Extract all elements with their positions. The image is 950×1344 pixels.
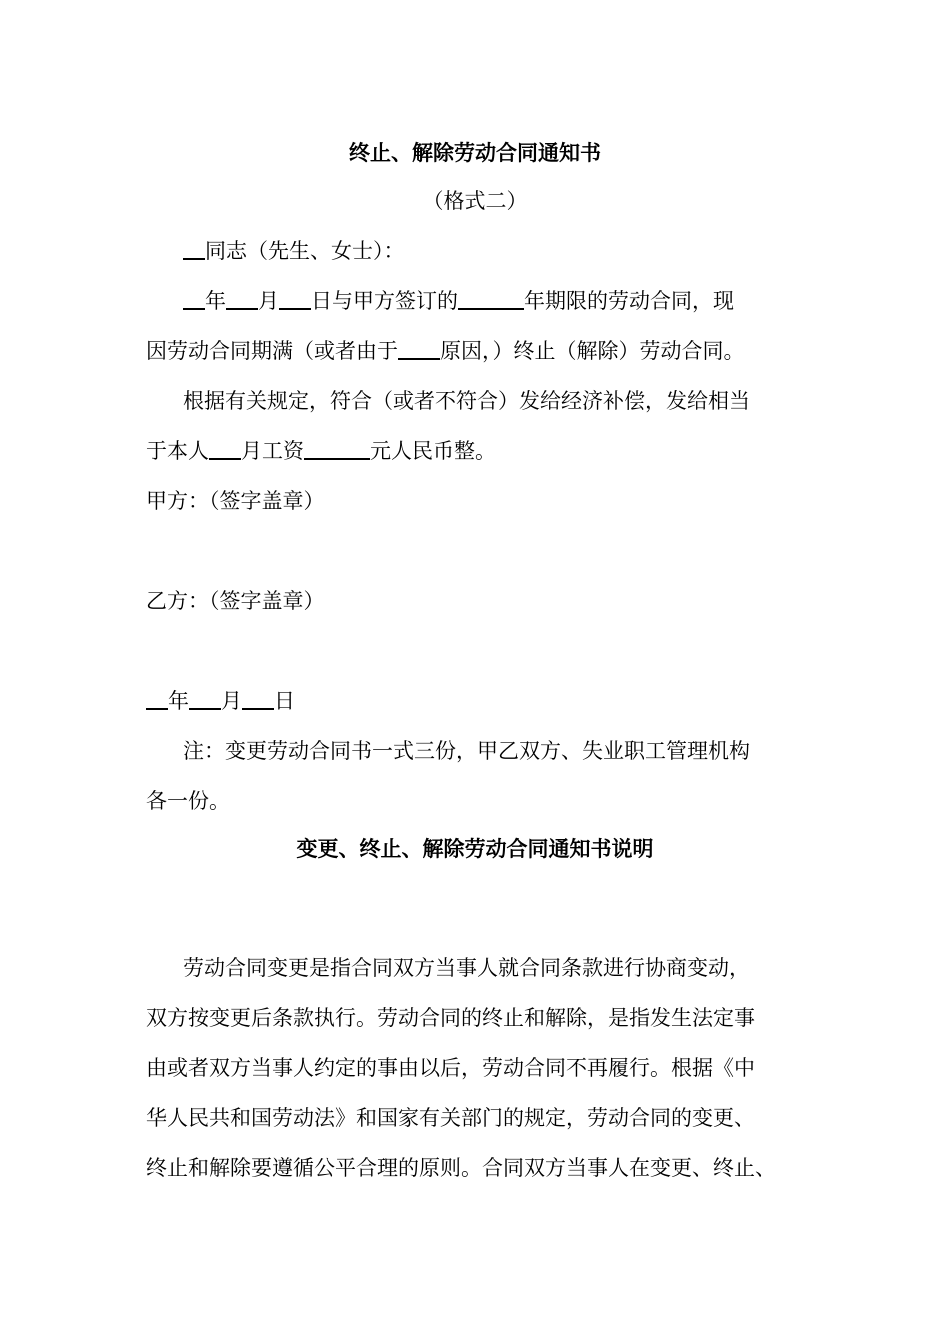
compensation-prefix: 于本人 [146, 439, 209, 463]
format-label: （格式二） [422, 189, 528, 213]
paragraph2-line1: 根据有关规定，符合（或者不符合）发给经济补偿，发给相当 [183, 389, 750, 413]
term-text: 年期限的劳动合同，现 [524, 289, 734, 313]
date-month-label: 月 [221, 689, 242, 713]
term-blank [458, 286, 524, 310]
reason-suffix: 原因，）终止（解除）劳动合同。 [440, 339, 745, 363]
months-blank [209, 436, 241, 460]
month-blank [226, 286, 258, 310]
year-blank [183, 286, 205, 310]
note-line1: 注：变更劳动合同书一式三份，甲乙双方、失业职工管理机构 [183, 739, 750, 763]
month-label: 月 [258, 289, 279, 313]
explanation-line: 劳动合同变更是指合同双方当事人就合同条款进行协商变动， [183, 956, 750, 980]
party-a-signature: 甲方：（签字盖章） [146, 489, 325, 513]
amount-suffix: 元人民币整。 [370, 439, 496, 463]
note-line2: 各一份。 [146, 789, 230, 813]
explanation-title: 变更、终止、解除劳动合同通知书说明 [296, 836, 654, 861]
explanation-line: 终止和解除要遵循公平合理的原则。合同双方当事人在变更、终止、 [146, 1156, 776, 1180]
reason-prefix: 因劳动合同期满（或者由于 [146, 339, 398, 363]
explanation-line: 由或者双方当事人约定的事由以后，劳动合同不再履行。根据《中 [146, 1056, 755, 1080]
party-b-signature: 乙方：（签字盖章） [146, 589, 325, 613]
paragraph1-line2 [146, 336, 830, 366]
day-sign-text: 日与甲方签订的 [311, 289, 458, 313]
salutation [183, 236, 830, 266]
date-month-blank [189, 686, 221, 710]
explanation-line: 华人民共和国劳动法》和国家有关部门的规定，劳动合同的变更、 [146, 1106, 755, 1130]
paragraph1-line1 [183, 286, 830, 316]
reason-blank [398, 336, 440, 360]
date-line [146, 686, 830, 716]
year-label: 年 [205, 289, 226, 313]
salutation-text: 同志（先生、女士）： [205, 239, 405, 263]
day-blank [279, 286, 311, 310]
wage-label: 月工资 [241, 439, 304, 463]
paragraph2-line2 [146, 436, 830, 466]
notice-title: 终止、解除劳动合同通知书 [349, 140, 601, 165]
date-day-label: 日 [274, 689, 295, 713]
date-day-blank [242, 686, 274, 710]
date-year-blank [146, 686, 168, 710]
name-blank [183, 236, 205, 260]
date-year-label: 年 [168, 689, 189, 713]
explanation-line: 双方按变更后条款执行。劳动合同的终止和解除，是指发生法定事 [146, 1006, 755, 1030]
amount-blank [304, 436, 370, 460]
